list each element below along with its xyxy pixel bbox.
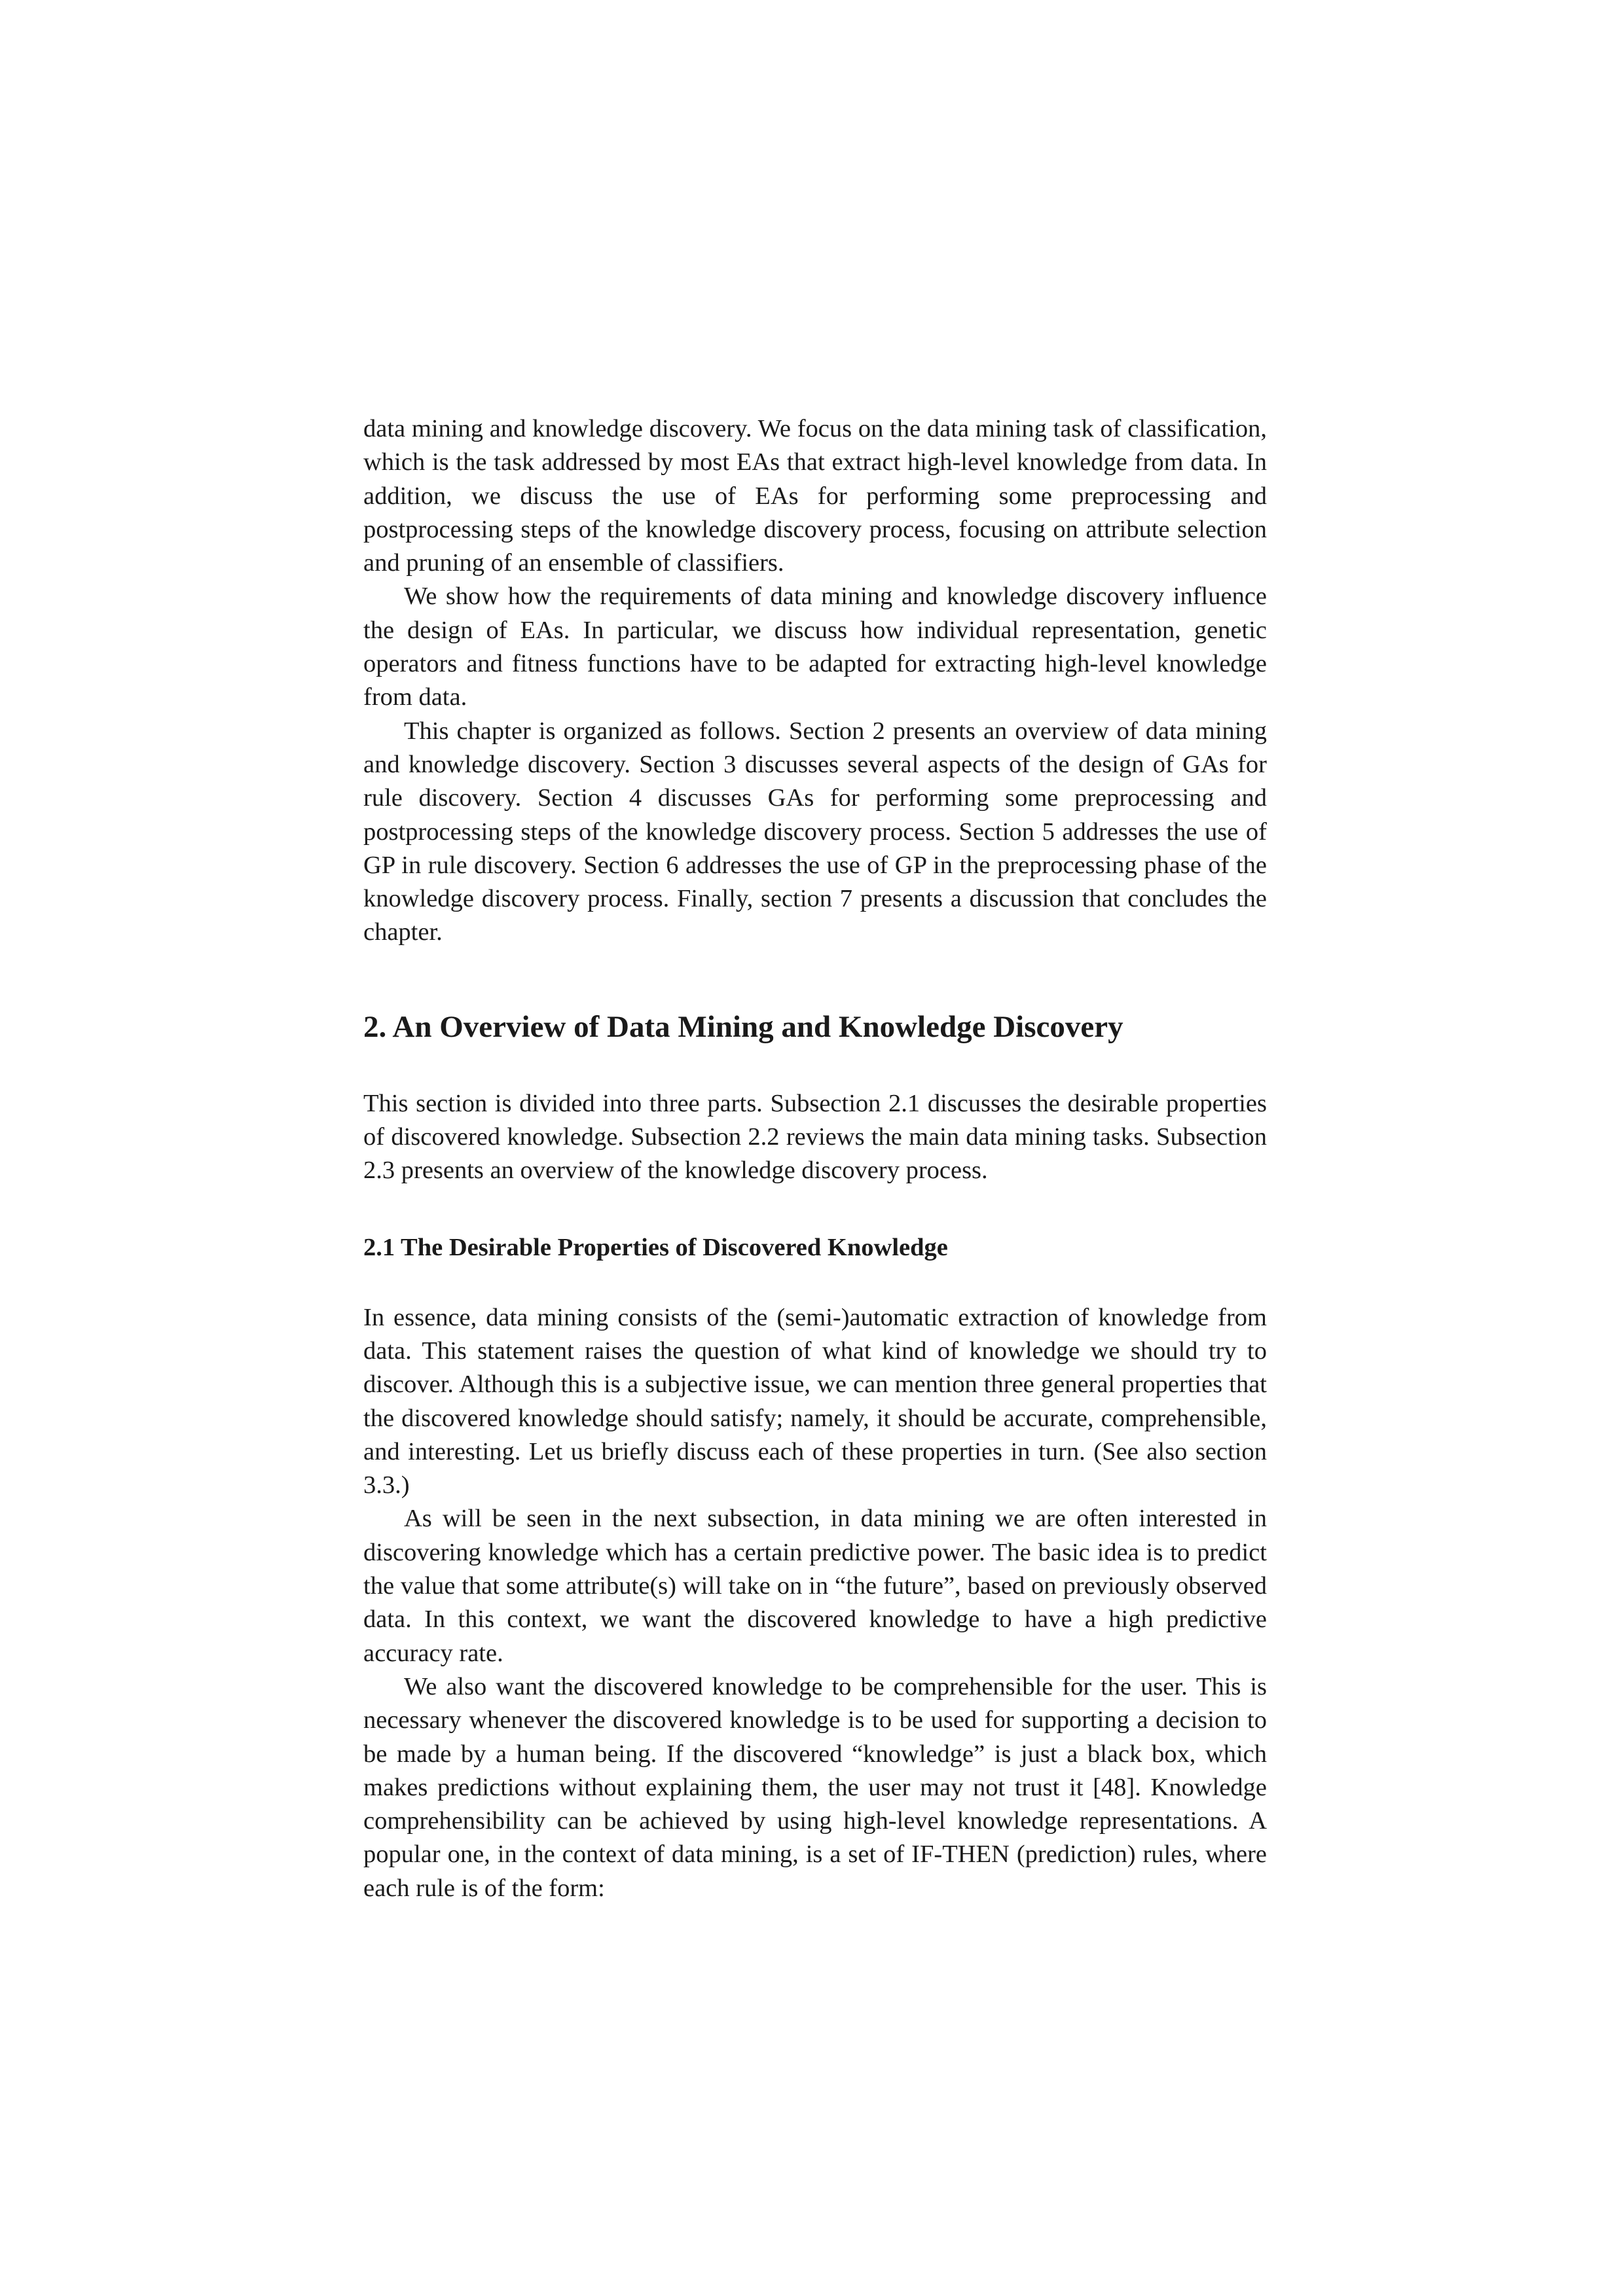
subsection-paragraph: In essence, data mining consists of the (semi-)automatic extraction of knowledge from data. This statement raises the question of what kind of knowledge we should try to discover. Although this is a subjective issue, we can mention three general properties that the discovered knowledge should satisfy; namely, it should be accurate, comprehensible, and interesting. Let us briefly discuss each of these properties in turn. (See also section 3.3.) — [363, 1303, 1267, 1499]
subsection-paragraph: We also want the discovered knowledge to be comprehensible for the user. This is necessary whenever the discovered knowledge is to be used for supporting a decision to be made by a human being. If the discovered “knowledge” is just a black box, which makes predictions without explaining them, the user may not trust it [48]. Knowledge comprehensibility can be achieved by using high-level knowledge representations. A popular one, in the context of data mining, is a set of IF-THEN (prediction) rules, where each rule is of the form: — [363, 1672, 1267, 1902]
subsection-paragraph: As will be seen in the next subsection, in data mining we are often interested in discovering knowledge which has a certain predictive power. The basic idea is to predict the value that some attribute(s) will take on in “the future”, based on previously observed data. In this context, we want the discovered knowledge to have a high predictive accuracy rate. — [363, 1505, 1267, 1667]
intro-paragraph: data mining and knowledge discovery. We focus on the data mining task of classification, which is the task addressed by most EAs that extract high-level knowledge from data. In addition, we discuss the use of EAs for performing some preprocessing and postprocessing steps of the knowledge discovery process, focusing on attribute selection and pruning of an ensemble of classifiers. — [363, 415, 1267, 577]
section-paragraph: This section is divided into three parts. Subsection 2.1 discusses the desirable properties of discovered knowledge. Subsection 2.2 reviews the main data mining tasks. Subsection 2.3 presents an overview of the knowledge discovery process. — [363, 1089, 1267, 1185]
intro-paragraph: We show how the requirements of data mining and knowledge discovery influence the design of EAs. In particular, we discuss how individual representation, genetic operators and fitness functions have to be adapted for extracting high-level knowledge from data. — [363, 583, 1267, 711]
section-heading: 2. An Overview of Data Mining and Knowledge Discovery — [363, 1009, 1123, 1044]
intro-paragraph: This chapter is organized as follows. Section 2 presents an overview of data mining and knowledge discovery. Section 3 discusses several aspects of the design of GAs for rule discovery. Section 4 discusses GAs for performing some preprocessing and postprocessing steps of the knowledge discovery process. Section 5 addresses the use of GP in rule discovery. Section 6 addresses the use of GP in the preprocessing phase of the knowledge discovery process. Finally, section 7 presents a discussion that concludes the chapter. — [363, 717, 1267, 946]
page-body — [363, 412, 1267, 1905]
subsection-heading: 2.1 The Desirable Properties of Discovered Knowledge — [363, 1233, 948, 1261]
